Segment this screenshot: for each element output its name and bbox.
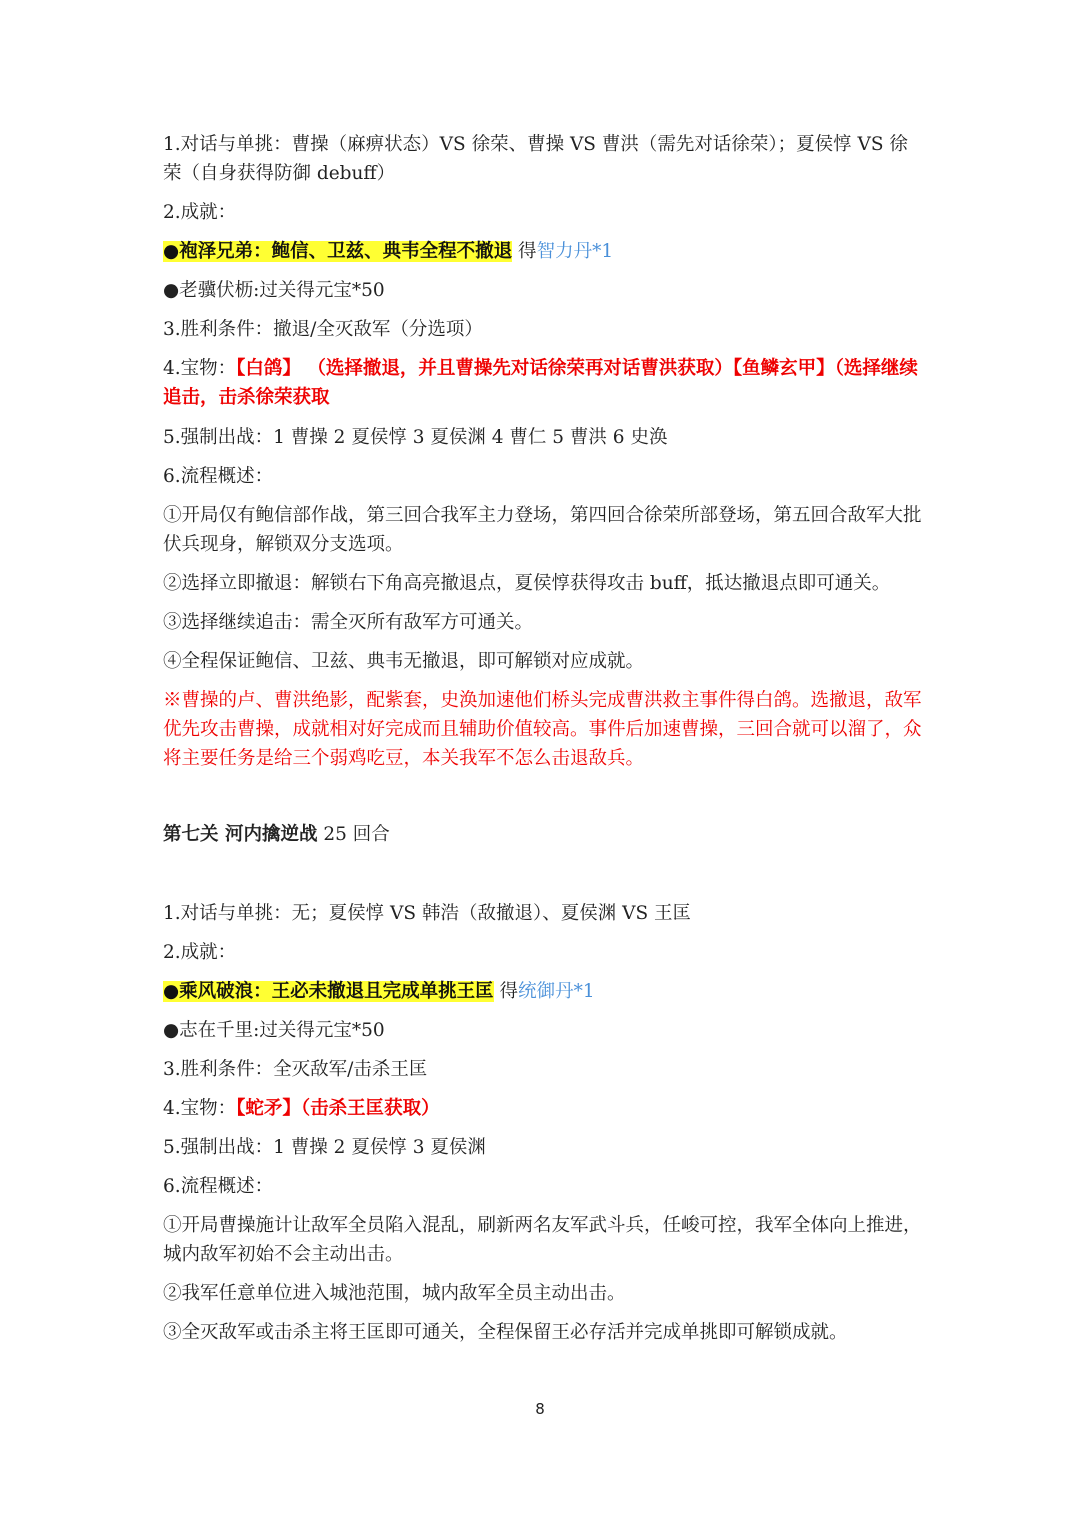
s7-achievement-1-reward: 统御丹*1 xyxy=(518,981,595,1002)
s7-duel-text: 1.对话与单挑：无；夏侯惇 VS 韩浩（敌撤退）、夏侯渊 VS 王匡 xyxy=(163,903,691,924)
s6-duel-text: 1.对话与单挑：曹操（麻痹状态）VS 徐荣、曹操 VS 曹洪（需先对话徐荣）；夏侯惇 VS 徐荣（自身获得防御 debuff） xyxy=(163,134,908,184)
s7-achievement-heading: 2.成就： xyxy=(163,942,237,963)
s6-flow-step-4: ④全程保证鲍信、卫兹、典韦无撤退，即可解锁对应成就。 xyxy=(163,651,645,672)
s7-flow-step-2: ②我军任意单位进入城池范围，城内敌军全员主动出击。 xyxy=(163,1283,626,1304)
s6-treasure xyxy=(163,354,923,412)
s6-flow-step-1: ①开局仅有鲍信部作战，第三回合我军主力登场，第四回合徐荣所部登场，第五回合敌军大批伏兵现身，解锁双分支选项。 xyxy=(163,505,922,555)
s7-treasure-detail: 【蛇矛】（击杀王匡获取） xyxy=(236,1098,440,1119)
s7-achievement-1-prefix: 得 xyxy=(499,981,519,1002)
s7-achievement-1 xyxy=(163,977,923,1006)
s7-treasure-label: 4.宝物： xyxy=(163,1098,237,1119)
s7-flow-step-3: ③全灭敌军或击杀主将王匡即可通关，全程保留王必存活并完成单挑即可解锁成就。 xyxy=(163,1322,848,1343)
s6-flow-step-2: ②选择立即撤退：解锁右下角高亮撤退点，夏侯惇获得攻击 buff，抵达撤退点即可通关。 xyxy=(163,573,891,594)
s7-achievement-2: ●志在千里:过关得元宝*50 xyxy=(163,1020,385,1041)
s7-forced-deploy: 5.强制出战：1 曹操 2 夏侯惇 3 夏侯渊 xyxy=(163,1137,486,1158)
s6-achievement-1 xyxy=(163,237,923,266)
s6-achievement-1-prefix: 得 xyxy=(518,241,537,262)
s6-treasure-label: 4.宝物： xyxy=(163,358,237,379)
s6-flow-step-3: ③选择继续追击：需全灭所有敌军方可通关。 xyxy=(163,612,534,633)
s7-treasure xyxy=(163,1094,923,1123)
s6-victory-conditions: 3.胜利条件：撤退/全灭敌军（分选项） xyxy=(163,319,483,340)
s7-section-title xyxy=(163,820,923,849)
s6-achievement-1-reward: 智力丹*1 xyxy=(536,241,614,262)
s7-title-rounds: 25 回合 xyxy=(317,824,390,845)
s7-flow-heading: 6.流程概述： xyxy=(163,1176,274,1197)
s6-achievement-2: ●老骥伏枥:过关得元宝*50 xyxy=(163,280,385,301)
s6-achievement-1-highlight: ●袍泽兄弟：鲍信、卫兹、典韦全程不撤退 xyxy=(163,241,513,262)
s6-achievement-heading: 2.成就： xyxy=(163,202,237,223)
s6-tip-note: ※曹操的卢、曹洪绝影，配紫套，史涣加速他们桥头完成曹洪救主事件得白鸽。选撤退，敌军优先攻击曹操，成就相对好完成而且辅助价值较高。事件后加速曹操，三回合就可以溜了，众将主要任务是给三个弱鸡吃豆，本关我军不怎么击退敌兵。 xyxy=(163,690,922,769)
s6-forced-deploy: 5.强制出战：1 曹操 2 夏侯惇 3 夏侯渊 4 曹仁 5 曹洪 6 史涣 xyxy=(163,427,668,448)
s7-flow-step-1: ①开局曹操施计让敌军全员陷入混乱，刷新两名友军武斗兵，任峻可控，我军全体向上推进，城内敌军初始不会主动出击。 xyxy=(163,1215,922,1265)
s7-title-name: 第七关 河内擒逆战 xyxy=(163,824,318,845)
s6-treasure-detail: 【白鸽】 （选择撤退，并且曹操先对话徐荣再对话曹洪获取）【鱼鳞玄甲】（选择继续追击，击杀徐荣获取 xyxy=(163,358,918,408)
s7-achievement-1-highlight: ●乘风破浪：王必未撤退且完成单挑王匡 xyxy=(163,981,494,1002)
s6-flow-heading: 6.流程概述： xyxy=(163,466,274,487)
s7-victory-conditions: 3.胜利条件：全灭敌军/击杀王匡 xyxy=(163,1059,428,1080)
page-number: 8 xyxy=(535,1400,545,1418)
